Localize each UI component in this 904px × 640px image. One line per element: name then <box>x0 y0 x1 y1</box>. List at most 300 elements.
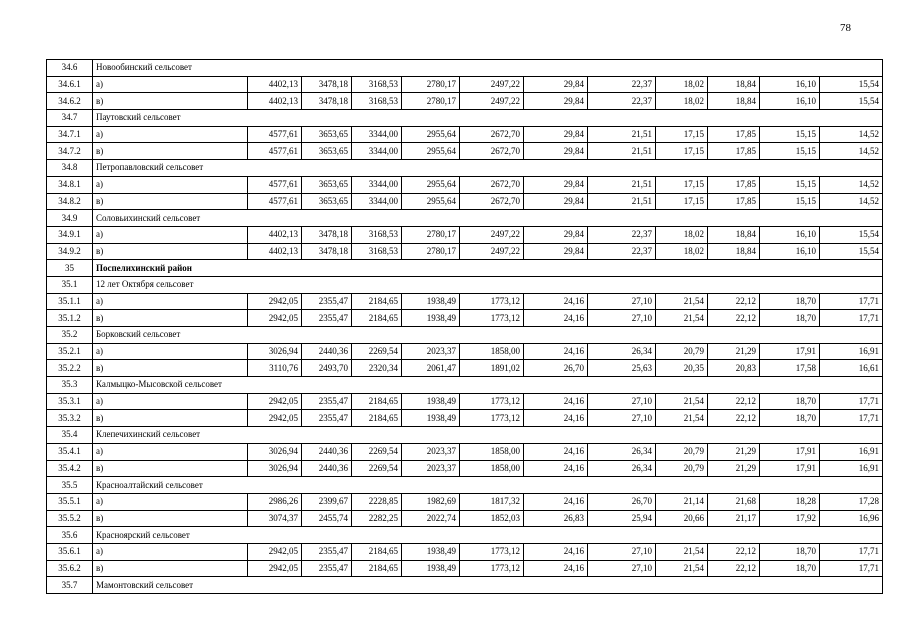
section-row <box>47 210 883 227</box>
value-cell: 2355,47 <box>302 293 352 310</box>
value-cell: 2440,36 <box>302 343 352 360</box>
value-cell: 27,10 <box>588 310 656 327</box>
value-cell: 3110,76 <box>248 360 302 377</box>
value-cell: 18,02 <box>656 93 708 110</box>
value-cell: 17,85 <box>708 143 760 160</box>
value-cell: 27,10 <box>588 560 656 577</box>
table-row <box>47 493 883 510</box>
table-row <box>47 126 883 143</box>
value-cell: 21,54 <box>656 410 708 427</box>
value-cell: 17,91 <box>760 343 820 360</box>
value-cell: 2399,67 <box>302 493 352 510</box>
value-cell: 4577,61 <box>248 193 302 210</box>
value-cell: 1773,12 <box>460 543 524 560</box>
value-cell: 2184,65 <box>352 543 402 560</box>
value-cell: 17,15 <box>656 126 708 143</box>
value-cell: 26,34 <box>588 343 656 360</box>
tariff-table <box>46 59 883 594</box>
value-cell: 24,16 <box>524 293 588 310</box>
value-cell: 17,71 <box>820 410 883 427</box>
value-cell: 22,12 <box>708 560 760 577</box>
value-cell: 21,51 <box>588 193 656 210</box>
value-cell: 17,15 <box>656 143 708 160</box>
value-cell: 2023,37 <box>402 460 460 477</box>
council-title: 12 лет Октября сельсовет <box>93 276 883 293</box>
value-cell: 16,10 <box>760 93 820 110</box>
value-cell: 18,84 <box>708 76 760 93</box>
row-code: 34.7.2 <box>47 143 93 160</box>
value-cell: 17,85 <box>708 193 760 210</box>
row-code: 35.2.1 <box>47 343 93 360</box>
value-cell: 15,54 <box>820 226 883 243</box>
row-code: 34.9 <box>47 210 93 227</box>
value-cell: 24,16 <box>524 443 588 460</box>
row-code: 35.3.1 <box>47 393 93 410</box>
value-cell: 3344,00 <box>352 176 402 193</box>
council-title: Клепечихинский сельсовет <box>93 427 883 444</box>
table-row <box>47 460 883 477</box>
row-code: 34.9.1 <box>47 226 93 243</box>
value-cell: 2440,36 <box>302 443 352 460</box>
value-cell: 2942,05 <box>248 293 302 310</box>
value-cell: 3168,53 <box>352 226 402 243</box>
value-cell: 15,15 <box>760 126 820 143</box>
table-row <box>47 543 883 560</box>
value-cell: 25,94 <box>588 510 656 527</box>
value-cell: 18,70 <box>760 410 820 427</box>
value-cell: 15,54 <box>820 76 883 93</box>
table-row <box>47 310 883 327</box>
value-cell: 26,70 <box>588 493 656 510</box>
value-cell: 22,12 <box>708 543 760 560</box>
value-cell: 14,52 <box>820 176 883 193</box>
value-cell: 26,34 <box>588 460 656 477</box>
value-cell: 18,70 <box>760 293 820 310</box>
table-row <box>47 410 883 427</box>
value-cell: 2672,70 <box>460 193 524 210</box>
row-code: 34.6.1 <box>47 76 93 93</box>
table-row <box>47 226 883 243</box>
section-row <box>47 276 883 293</box>
value-cell: 2184,65 <box>352 310 402 327</box>
value-cell: 20,35 <box>656 360 708 377</box>
value-cell: 29,84 <box>524 176 588 193</box>
value-cell: 18,02 <box>656 226 708 243</box>
value-cell: 3653,65 <box>302 193 352 210</box>
row-code: 35.1.1 <box>47 293 93 310</box>
value-cell: 17,85 <box>708 126 760 143</box>
value-cell: 1858,00 <box>460 343 524 360</box>
value-cell: 2269,54 <box>352 343 402 360</box>
row-code: 34.6.2 <box>47 93 93 110</box>
council-title: Мамонтовский сельсовет <box>93 577 883 594</box>
value-cell: 20,66 <box>656 510 708 527</box>
value-cell: 21,14 <box>656 493 708 510</box>
value-cell: 21,29 <box>708 443 760 460</box>
value-cell: 2497,22 <box>460 93 524 110</box>
value-cell: 4402,13 <box>248 93 302 110</box>
value-cell: 2493,70 <box>302 360 352 377</box>
value-cell: 27,10 <box>588 393 656 410</box>
value-cell: 24,16 <box>524 460 588 477</box>
value-cell: 17,91 <box>760 460 820 477</box>
value-cell: 21,54 <box>656 310 708 327</box>
row-code: 35.3 <box>47 377 93 394</box>
value-cell: 21,51 <box>588 176 656 193</box>
row-label: а) <box>93 343 248 360</box>
section-row <box>47 527 883 544</box>
value-cell: 2672,70 <box>460 176 524 193</box>
value-cell: 4577,61 <box>248 143 302 160</box>
value-cell: 22,12 <box>708 393 760 410</box>
value-cell: 1817,32 <box>460 493 524 510</box>
row-label: в) <box>93 310 248 327</box>
row-code: 35.6 <box>47 527 93 544</box>
value-cell: 29,84 <box>524 243 588 260</box>
row-code: 35.1 <box>47 276 93 293</box>
value-cell: 18,84 <box>708 93 760 110</box>
value-cell: 21,68 <box>708 493 760 510</box>
value-cell: 2184,65 <box>352 410 402 427</box>
value-cell: 26,83 <box>524 510 588 527</box>
value-cell: 22,37 <box>588 243 656 260</box>
value-cell: 17,71 <box>820 293 883 310</box>
value-cell: 2355,47 <box>302 393 352 410</box>
row-code: 35.3.2 <box>47 410 93 427</box>
value-cell: 22,37 <box>588 93 656 110</box>
value-cell: 3478,18 <box>302 76 352 93</box>
value-cell: 25,63 <box>588 360 656 377</box>
value-cell: 3168,53 <box>352 76 402 93</box>
value-cell: 3478,18 <box>302 93 352 110</box>
row-code: 35.4.1 <box>47 443 93 460</box>
row-label: а) <box>93 176 248 193</box>
value-cell: 3344,00 <box>352 143 402 160</box>
value-cell: 2355,47 <box>302 560 352 577</box>
value-cell: 2269,54 <box>352 460 402 477</box>
value-cell: 2184,65 <box>352 393 402 410</box>
row-code: 34.8.1 <box>47 176 93 193</box>
table-row <box>47 360 883 377</box>
value-cell: 26,70 <box>524 360 588 377</box>
value-cell: 17,28 <box>820 493 883 510</box>
row-label: а) <box>93 493 248 510</box>
row-label: в) <box>93 143 248 160</box>
value-cell: 15,54 <box>820 93 883 110</box>
value-cell: 27,10 <box>588 543 656 560</box>
value-cell: 18,02 <box>656 76 708 93</box>
value-cell: 16,61 <box>820 360 883 377</box>
value-cell: 21,54 <box>656 293 708 310</box>
value-cell: 18,84 <box>708 243 760 260</box>
value-cell: 2023,37 <box>402 343 460 360</box>
value-cell: 29,84 <box>524 76 588 93</box>
value-cell: 2955,64 <box>402 143 460 160</box>
row-code: 34.7 <box>47 110 93 127</box>
value-cell: 2942,05 <box>248 310 302 327</box>
value-cell: 17,71 <box>820 560 883 577</box>
value-cell: 2022,74 <box>402 510 460 527</box>
value-cell: 2942,05 <box>248 393 302 410</box>
value-cell: 4402,13 <box>248 243 302 260</box>
value-cell: 22,12 <box>708 410 760 427</box>
table-row <box>47 93 883 110</box>
value-cell: 2355,47 <box>302 310 352 327</box>
value-cell: 2228,85 <box>352 493 402 510</box>
value-cell: 22,12 <box>708 310 760 327</box>
row-code: 35.2 <box>47 327 93 344</box>
district-title: Поспелихинский район <box>93 260 883 277</box>
row-label: а) <box>93 293 248 310</box>
value-cell: 17,92 <box>760 510 820 527</box>
council-title: Борковский сельсовет <box>93 327 883 344</box>
row-code: 35.1.2 <box>47 310 93 327</box>
value-cell: 1938,49 <box>402 543 460 560</box>
value-cell: 2355,47 <box>302 543 352 560</box>
value-cell: 2672,70 <box>460 143 524 160</box>
row-label: а) <box>93 393 248 410</box>
value-cell: 18,84 <box>708 226 760 243</box>
value-cell: 18,70 <box>760 310 820 327</box>
table-row <box>47 560 883 577</box>
row-code: 35.4.2 <box>47 460 93 477</box>
value-cell: 2942,05 <box>248 410 302 427</box>
value-cell: 2955,64 <box>402 176 460 193</box>
value-cell: 16,96 <box>820 510 883 527</box>
value-cell: 2497,22 <box>460 243 524 260</box>
value-cell: 3168,53 <box>352 243 402 260</box>
value-cell: 2672,70 <box>460 126 524 143</box>
value-cell: 17,91 <box>760 443 820 460</box>
value-cell: 18,70 <box>760 560 820 577</box>
value-cell: 14,52 <box>820 143 883 160</box>
value-cell: 2269,54 <box>352 443 402 460</box>
value-cell: 21,54 <box>656 560 708 577</box>
value-cell: 17,15 <box>656 176 708 193</box>
council-title: Новообинский сельсовет <box>93 60 883 77</box>
row-code: 35.5.1 <box>47 493 93 510</box>
council-title: Петропавловский сельсовет <box>93 160 883 177</box>
row-code: 35.5.2 <box>47 510 93 527</box>
row-label: а) <box>93 226 248 243</box>
value-cell: 1773,12 <box>460 310 524 327</box>
council-title: Паутовский сельсовет <box>93 110 883 127</box>
value-cell: 18,70 <box>760 393 820 410</box>
table-row <box>47 243 883 260</box>
value-cell: 2282,25 <box>352 510 402 527</box>
table-row <box>47 176 883 193</box>
council-title: Соловьихинский сельсовет <box>93 210 883 227</box>
value-cell: 2955,64 <box>402 193 460 210</box>
table-row <box>47 510 883 527</box>
value-cell: 27,10 <box>588 410 656 427</box>
section-row <box>47 577 883 594</box>
value-cell: 17,71 <box>820 310 883 327</box>
value-cell: 24,16 <box>524 310 588 327</box>
value-cell: 2023,37 <box>402 443 460 460</box>
value-cell: 3653,65 <box>302 143 352 160</box>
value-cell: 29,84 <box>524 193 588 210</box>
value-cell: 16,91 <box>820 443 883 460</box>
value-cell: 24,16 <box>524 393 588 410</box>
value-cell: 21,51 <box>588 126 656 143</box>
value-cell: 2061,47 <box>402 360 460 377</box>
value-cell: 14,52 <box>820 126 883 143</box>
value-cell: 1891,02 <box>460 360 524 377</box>
value-cell: 17,71 <box>820 393 883 410</box>
table-row <box>47 293 883 310</box>
value-cell: 2497,22 <box>460 76 524 93</box>
value-cell: 1852,03 <box>460 510 524 527</box>
row-code: 35.6.1 <box>47 543 93 560</box>
table-row <box>47 443 883 460</box>
table-row <box>47 343 883 360</box>
section-row <box>47 260 883 277</box>
table-row <box>47 143 883 160</box>
value-cell: 29,84 <box>524 226 588 243</box>
row-code: 34.7.1 <box>47 126 93 143</box>
council-title: Калмыцко-Мысовской сельсовет <box>93 377 883 394</box>
row-label: а) <box>93 126 248 143</box>
value-cell: 2455,74 <box>302 510 352 527</box>
value-cell: 21,17 <box>708 510 760 527</box>
row-code: 34.8.2 <box>47 193 93 210</box>
row-code: 35.4 <box>47 427 93 444</box>
value-cell: 1938,49 <box>402 393 460 410</box>
value-cell: 3026,94 <box>248 460 302 477</box>
value-cell: 18,70 <box>760 543 820 560</box>
value-cell: 16,10 <box>760 226 820 243</box>
value-cell: 16,91 <box>820 343 883 360</box>
section-row <box>47 60 883 77</box>
row-label: а) <box>93 76 248 93</box>
value-cell: 24,16 <box>524 560 588 577</box>
value-cell: 4577,61 <box>248 126 302 143</box>
value-cell: 2955,64 <box>402 126 460 143</box>
value-cell: 2942,05 <box>248 560 302 577</box>
section-row <box>47 327 883 344</box>
value-cell: 22,37 <box>588 226 656 243</box>
row-code: 35 <box>47 260 93 277</box>
value-cell: 1938,49 <box>402 293 460 310</box>
value-cell: 15,15 <box>760 193 820 210</box>
value-cell: 3344,00 <box>352 193 402 210</box>
value-cell: 4402,13 <box>248 76 302 93</box>
value-cell: 26,34 <box>588 443 656 460</box>
row-label: а) <box>93 543 248 560</box>
value-cell: 16,10 <box>760 243 820 260</box>
council-title: Красноярский сельсовет <box>93 527 883 544</box>
table-row <box>47 76 883 93</box>
value-cell: 3653,65 <box>302 126 352 143</box>
row-label: в) <box>93 460 248 477</box>
value-cell: 1858,00 <box>460 460 524 477</box>
value-cell: 3168,53 <box>352 93 402 110</box>
row-code: 34.9.2 <box>47 243 93 260</box>
value-cell: 20,83 <box>708 360 760 377</box>
value-cell: 3478,18 <box>302 243 352 260</box>
value-cell: 16,10 <box>760 76 820 93</box>
value-cell: 24,16 <box>524 493 588 510</box>
table-body <box>47 60 883 594</box>
section-row <box>47 477 883 494</box>
row-code: 35.7 <box>47 577 93 594</box>
section-row <box>47 110 883 127</box>
value-cell: 22,37 <box>588 76 656 93</box>
page-number: 78 <box>840 22 851 34</box>
section-row <box>47 377 883 394</box>
value-cell: 3344,00 <box>352 126 402 143</box>
row-label: в) <box>93 193 248 210</box>
row-label: в) <box>93 93 248 110</box>
value-cell: 15,15 <box>760 176 820 193</box>
value-cell: 27,10 <box>588 293 656 310</box>
value-cell: 21,51 <box>588 143 656 160</box>
value-cell: 2780,17 <box>402 93 460 110</box>
council-title: Красноалтайский сельсовет <box>93 477 883 494</box>
value-cell: 2440,36 <box>302 460 352 477</box>
value-cell: 18,28 <box>760 493 820 510</box>
row-label: а) <box>93 443 248 460</box>
value-cell: 17,15 <box>656 193 708 210</box>
value-cell: 24,16 <box>524 410 588 427</box>
value-cell: 18,02 <box>656 243 708 260</box>
value-cell: 3026,94 <box>248 443 302 460</box>
value-cell: 1938,49 <box>402 560 460 577</box>
value-cell: 24,16 <box>524 543 588 560</box>
value-cell: 24,16 <box>524 343 588 360</box>
value-cell: 21,29 <box>708 460 760 477</box>
value-cell: 2320,34 <box>352 360 402 377</box>
row-label: в) <box>93 360 248 377</box>
section-row <box>47 160 883 177</box>
value-cell: 2184,65 <box>352 560 402 577</box>
value-cell: 21,29 <box>708 343 760 360</box>
row-label: в) <box>93 243 248 260</box>
value-cell: 15,15 <box>760 143 820 160</box>
row-code: 35.2.2 <box>47 360 93 377</box>
value-cell: 21,54 <box>656 543 708 560</box>
value-cell: 17,71 <box>820 543 883 560</box>
value-cell: 1773,12 <box>460 393 524 410</box>
value-cell: 2780,17 <box>402 76 460 93</box>
value-cell: 21,54 <box>656 393 708 410</box>
value-cell: 2780,17 <box>402 243 460 260</box>
value-cell: 22,12 <box>708 293 760 310</box>
value-cell: 17,85 <box>708 176 760 193</box>
value-cell: 14,52 <box>820 193 883 210</box>
value-cell: 3026,94 <box>248 343 302 360</box>
value-cell: 4402,13 <box>248 226 302 243</box>
value-cell: 17,58 <box>760 360 820 377</box>
value-cell: 1982,69 <box>402 493 460 510</box>
value-cell: 20,79 <box>656 343 708 360</box>
value-cell: 29,84 <box>524 93 588 110</box>
row-label: в) <box>93 510 248 527</box>
value-cell: 3478,18 <box>302 226 352 243</box>
value-cell: 15,54 <box>820 243 883 260</box>
value-cell: 1938,49 <box>402 410 460 427</box>
row-code: 34.6 <box>47 60 93 77</box>
value-cell: 2184,65 <box>352 293 402 310</box>
value-cell: 1858,00 <box>460 443 524 460</box>
row-code: 34.8 <box>47 160 93 177</box>
value-cell: 4577,61 <box>248 176 302 193</box>
value-cell: 2942,05 <box>248 543 302 560</box>
value-cell: 2780,17 <box>402 226 460 243</box>
row-code: 35.6.2 <box>47 560 93 577</box>
row-label: в) <box>93 560 248 577</box>
